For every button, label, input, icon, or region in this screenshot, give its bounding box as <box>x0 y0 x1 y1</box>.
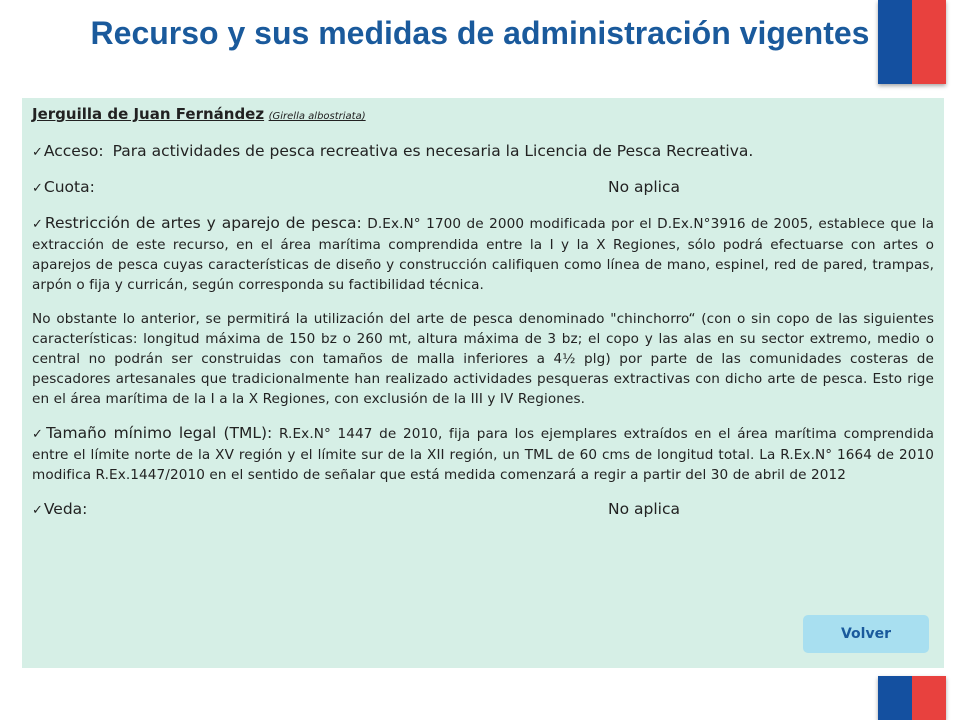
check-icon: ✓ <box>32 427 46 442</box>
flag-logo-bottom <box>878 676 946 720</box>
tml-text: R.Ex.N° 1447 de 2010, fija para los ejemplares extraídos en el área marítima comprendida entre el límite norte de la XV región y el límite sur de la XII región, un TML de 60 cms de longitud total. La R.Ex.N° 1664 de 2010 modifica R.Ex.1447/2010 en el sentido de señalar que está medida comenzará a regir a partir del 30 de abril de 2012 <box>32 426 935 483</box>
item-cuota <box>32 177 934 199</box>
item-restriccion <box>32 213 934 295</box>
volver-button[interactable]: Volver <box>803 615 929 653</box>
page-title: Recurso y sus medidas de administración vigentes <box>90 15 870 51</box>
cuota-value: No aplica <box>608 178 680 196</box>
restriccion-label: Restricción de artes y aparejo de pesca: <box>44 214 362 232</box>
cuota-label: Cuota: <box>43 178 95 196</box>
species-heading <box>32 104 934 127</box>
obstante-paragraph: No obstante lo anterior, se permitirá la utilización del arte de pesca denominado "chinchorro“ (con o sin copo de las siguientes características: longitud máxima de 150 bz o 260 mt, altura máxima de 3 bz; el copo y las alas en su sector extremo, medio o central no podrán ser construidas con tamaños de malla inferiores a 4½ plg) por parte de las comunidades costeras de pescadores artesanales que tradicionalmente han realizado actividades pesqueras extractivas con dicho arte de pesca. Esto rige en el área marítima de la I a la X Regiones, con exclusión de la III y IV Regiones. <box>32 311 934 407</box>
check-icon: ✓ <box>32 181 43 196</box>
veda-label: Veda: <box>43 500 88 518</box>
item-tml <box>32 423 934 485</box>
species-scientific-name: (Girella albostriata) <box>268 111 366 122</box>
check-icon: ✓ <box>32 145 43 160</box>
flag-logo-top <box>878 0 946 84</box>
tml-label: Tamaño mínimo legal (TML): <box>46 424 273 442</box>
item-acceso <box>32 141 934 163</box>
content-panel <box>22 98 944 668</box>
acceso-text: Para actividades de pesca recreativa es necesaria la Licencia de Pesca Recreativa. <box>112 142 754 160</box>
species-name: Jerguilla de Juan Fernández <box>32 105 265 123</box>
acceso-label: Acceso: <box>43 142 104 160</box>
item-veda <box>32 499 934 521</box>
check-icon: ✓ <box>32 217 44 232</box>
restriccion-text: D.Ex.N° 1700 de 2000 modificada por el D.Ex.N°3916 de 2005, establece que la extracción de este recurso, en el área marítima comprendida entre la I y la X Regiones, sólo podrá efectuarse con artes o aparejos de pesca cuyas características de diseño y construcción califiquen como línea de mano, espinel, red de pared, trampas, arpón o fija y curricán, según corresponda su factibilidad técnica. <box>32 216 935 293</box>
content-body <box>32 104 934 521</box>
veda-value: No aplica <box>608 500 680 518</box>
check-icon: ✓ <box>32 503 43 518</box>
